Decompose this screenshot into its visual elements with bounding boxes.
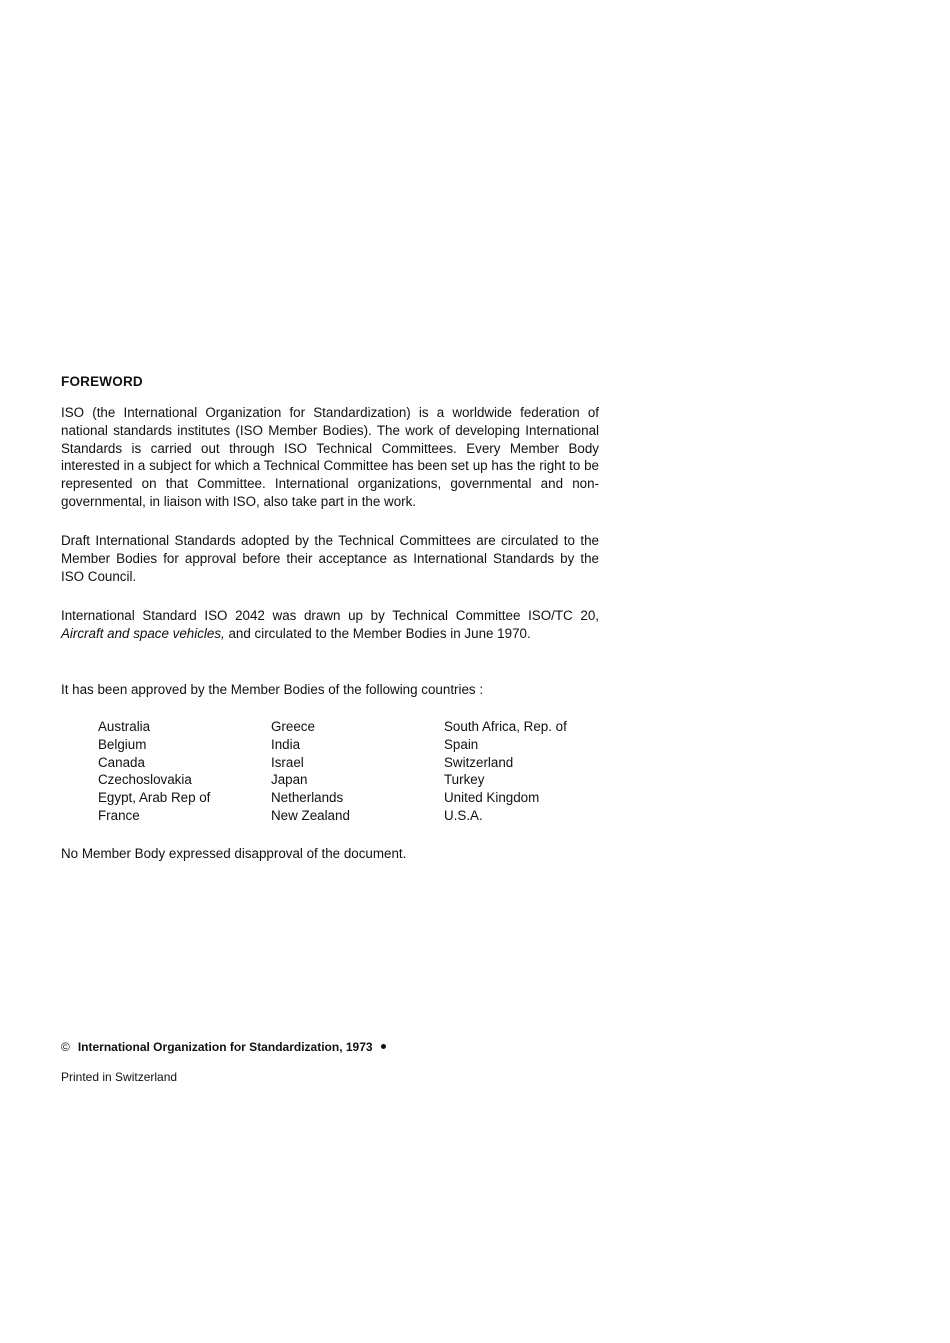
printed-in-note: Printed in Switzerland [61,1070,178,1084]
country-item: Australia [98,719,151,734]
copyright-line [61,1040,386,1054]
country-item: Spain [444,736,479,752]
country-item: Turkey [444,772,485,788]
approval-intro: It has been approved by the Member Bodies of the following countries : [61,682,484,697]
country-item: Japan [271,772,308,788]
country-column-2 [271,718,350,825]
country-item: Egypt, Arab Rep of [98,790,211,806]
paragraph-3-intro: International Standard ISO 2042 was drawn up by Technical Committee ISO/TC 20, [61,608,599,623]
committee-title: Aircraft and space vehicles, [61,625,225,641]
copyright-text: International Organization for Standardization, 1973 [77,1040,373,1054]
country-item: Israel [271,754,304,770]
country-item: South Africa, Rep. of [444,719,567,734]
bullet-dot-icon [381,1044,386,1049]
foreword-heading: FOREWORD [61,374,143,389]
country-item: Switzerland [444,754,514,770]
country-column-1 [98,718,210,825]
country-item: France [98,807,140,823]
paragraph-3-outro: and circulated to the Member Bodies in June 1970. [224,625,531,641]
disapproval-note: No Member Body expressed disapproval of the document. [61,846,407,861]
country-item: New Zealand [271,807,350,823]
foreword-paragraph-1: ISO (the International Organization for Standardization) is a worldwide federation of national standards institutes (ISO Member Bodies). The work of developing International Standards is carried out through ISO Technical Committees. Every Member Body interested in a subject for which a Technical Committee has been set up has the right to be represented on that Committee. International organizations, governmental and non-governmental, in liaison with ISO, also take part in the work. [61,405,599,509]
foreword-paragraph-2: Draft International Standards adopted by the Technical Committees are circulated to the Member Bodies for approval before their acceptance as International Standards by the ISO Council. [61,533,599,584]
country-item: India [271,736,301,752]
copyright-icon: © [61,1040,70,1054]
country-item: Greece [271,719,315,734]
country-item: Czechoslovakia [98,772,192,788]
country-item: Netherlands [271,790,344,806]
country-column-3 [444,718,567,825]
country-item: Canada [98,754,145,770]
country-item: United Kingdom [444,790,540,806]
foreword-paragraph-3 [61,607,599,643]
country-item: Belgium [98,736,147,752]
country-item: U.S.A. [444,807,483,823]
